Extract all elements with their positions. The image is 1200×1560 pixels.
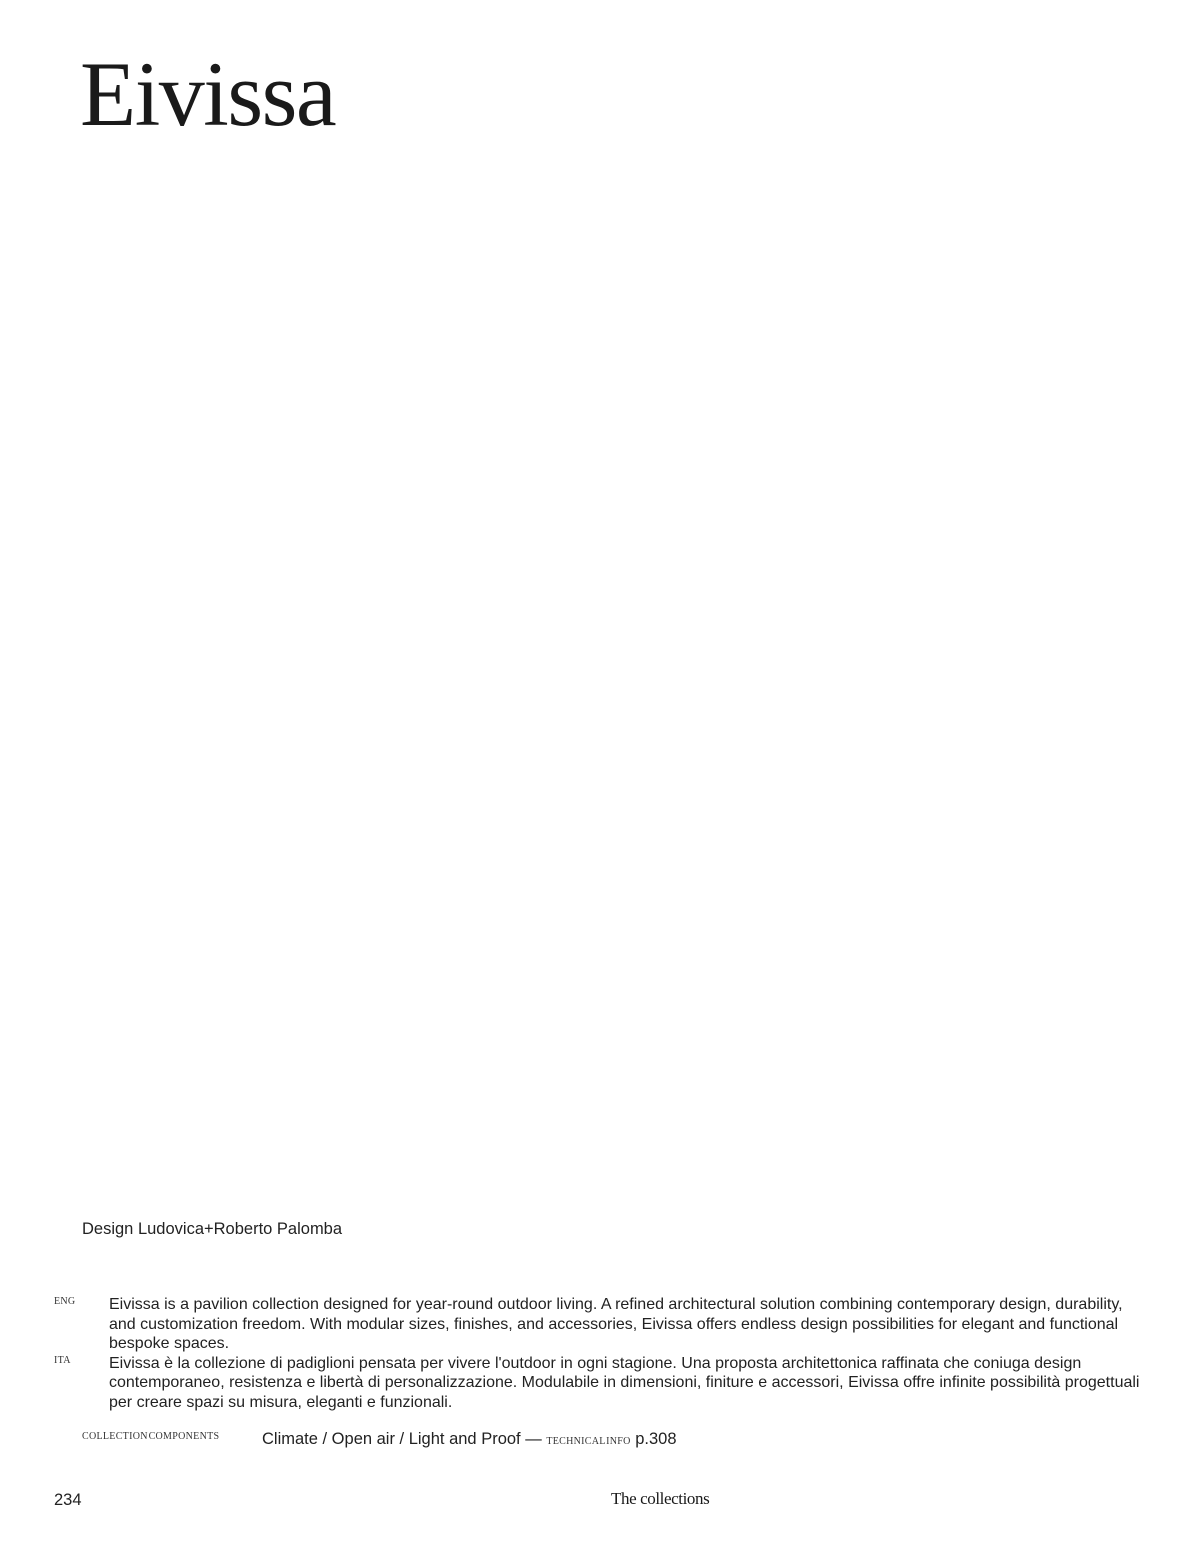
section-name: The collections: [611, 1489, 710, 1508]
page-title: Eivissa: [80, 43, 336, 145]
description-english: [54, 1295, 1154, 1354]
description-text-eng: Eivissa is a pavilion collection designed for year-round outdoor living. A refined architectural solution combining contemporary design, durability, and customization freedom. With modular sizes, finishes, and accessories, Eivissa offers endless design possibilities for elegant and functional bespoke spaces.: [109, 1296, 1123, 1352]
page-number: 234: [54, 1491, 82, 1509]
image-placeholder-area: [0, 160, 1200, 1200]
components-list: Climate / Open air / Light and Proof —: [262, 1430, 547, 1448]
technical-info-label: TECHNICAL INFO: [546, 1436, 631, 1447]
technical-info-page[interactable]: p.308: [630, 1430, 677, 1448]
components-label: COLLECTION COMPONENTS: [82, 1431, 220, 1442]
language-label-eng: ENG: [54, 1296, 76, 1307]
collection-components: [82, 1429, 982, 1451]
description-section: [54, 1295, 1154, 1412]
description-text-ita: Eivissa è la collezione di padiglioni pensata per vivere l'outdoor in ogni stagione. Una proposta architettonica raffinata che coniuga design contemporaneo, resistenza e libertà di personalizzazione. Modulabile in dimensioni, finiture e accessori, Eivissa offre infinite possibilità progettuali per creare spazi su misura, eleganti e funzionali.: [109, 1354, 1140, 1411]
designer-credit: Design Ludovica+Roberto Palomba: [82, 1220, 343, 1238]
components-value: [262, 1429, 677, 1452]
description-italian: [54, 1354, 1154, 1413]
language-label-ita: ITA: [54, 1354, 71, 1366]
